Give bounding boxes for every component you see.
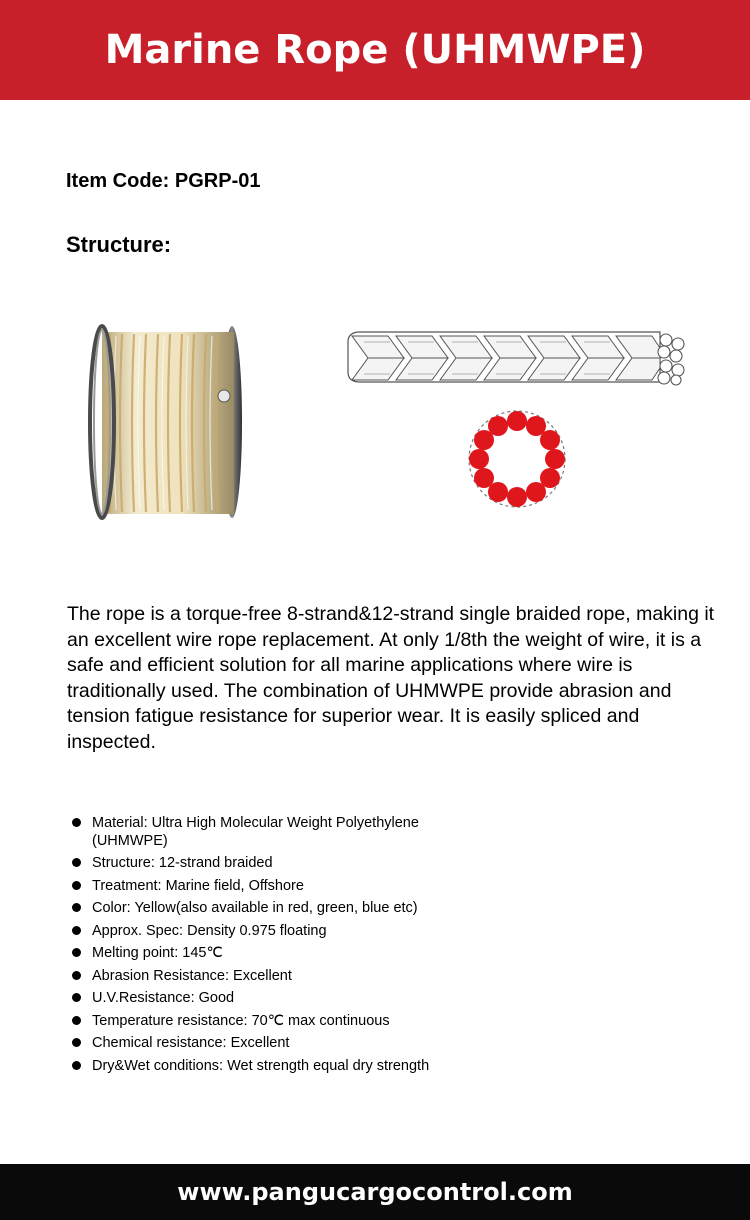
bullet-icon: [72, 993, 81, 1002]
footer-banner: [0, 1164, 750, 1220]
bullet-icon: [72, 881, 81, 890]
website-url[interactable]: www.pangucargocontrol.com: [177, 1178, 573, 1206]
header-banner: [0, 0, 750, 100]
bullet-icon: [72, 1038, 81, 1047]
bullet-icon: [72, 903, 81, 912]
bullet-icon: [72, 858, 81, 867]
bullet-icon: [72, 948, 81, 957]
bullet-icon: [72, 1016, 81, 1025]
list-item: Approx. Spec: Density 0.975 floating: [72, 920, 472, 943]
bullet-icon: [72, 818, 81, 827]
list-item: Material: Ultra High Molecular Weight Polyethylene (UHMWPE): [72, 812, 472, 852]
bullet-icon: [72, 926, 81, 935]
page-title: Marine Rope (UHMWPE): [104, 27, 646, 73]
list-item: Chemical resistance: Excellent: [72, 1032, 472, 1055]
product-description: The rope is a torque-free 8-strand&12-strand single braided rope, making it an excellent wire rope replacement. At only 1/8th the weight of wire, it is a safe and efficient solution for all marine applications where wire is traditionally used. The combination of UHMWPE provide abrasion and tension fatigue resistance for superior wear. It is easily spliced and inspected.: [67, 603, 715, 753]
bullet-icon: [72, 971, 81, 980]
list-item: Dry&Wet conditions: Wet strength equal dry strength: [72, 1055, 472, 1078]
strand-cross-section-diagram: [464, 406, 570, 512]
list-item: Temperature resistance: 70℃ max continuous: [72, 1010, 472, 1033]
structure-heading: Structure:: [66, 232, 172, 257]
item-code: Item Code: PGRP-01: [66, 170, 261, 192]
list-item: Abrasion Resistance: Excellent: [72, 965, 472, 988]
list-item: Structure: 12-strand braided: [72, 852, 472, 875]
spec-list: [72, 812, 472, 1077]
12-strand-braid-diagram: [344, 322, 694, 394]
list-item: U.V.Resistance: Good: [72, 987, 472, 1010]
list-item: Color: Yellow(also available in red, green, blue etc): [72, 897, 472, 920]
list-item: Melting point: 145℃: [72, 942, 472, 965]
list-item: Treatment: Marine field, Offshore: [72, 875, 472, 898]
rope-spool-image: [84, 322, 244, 522]
bullet-icon: [72, 1061, 81, 1070]
